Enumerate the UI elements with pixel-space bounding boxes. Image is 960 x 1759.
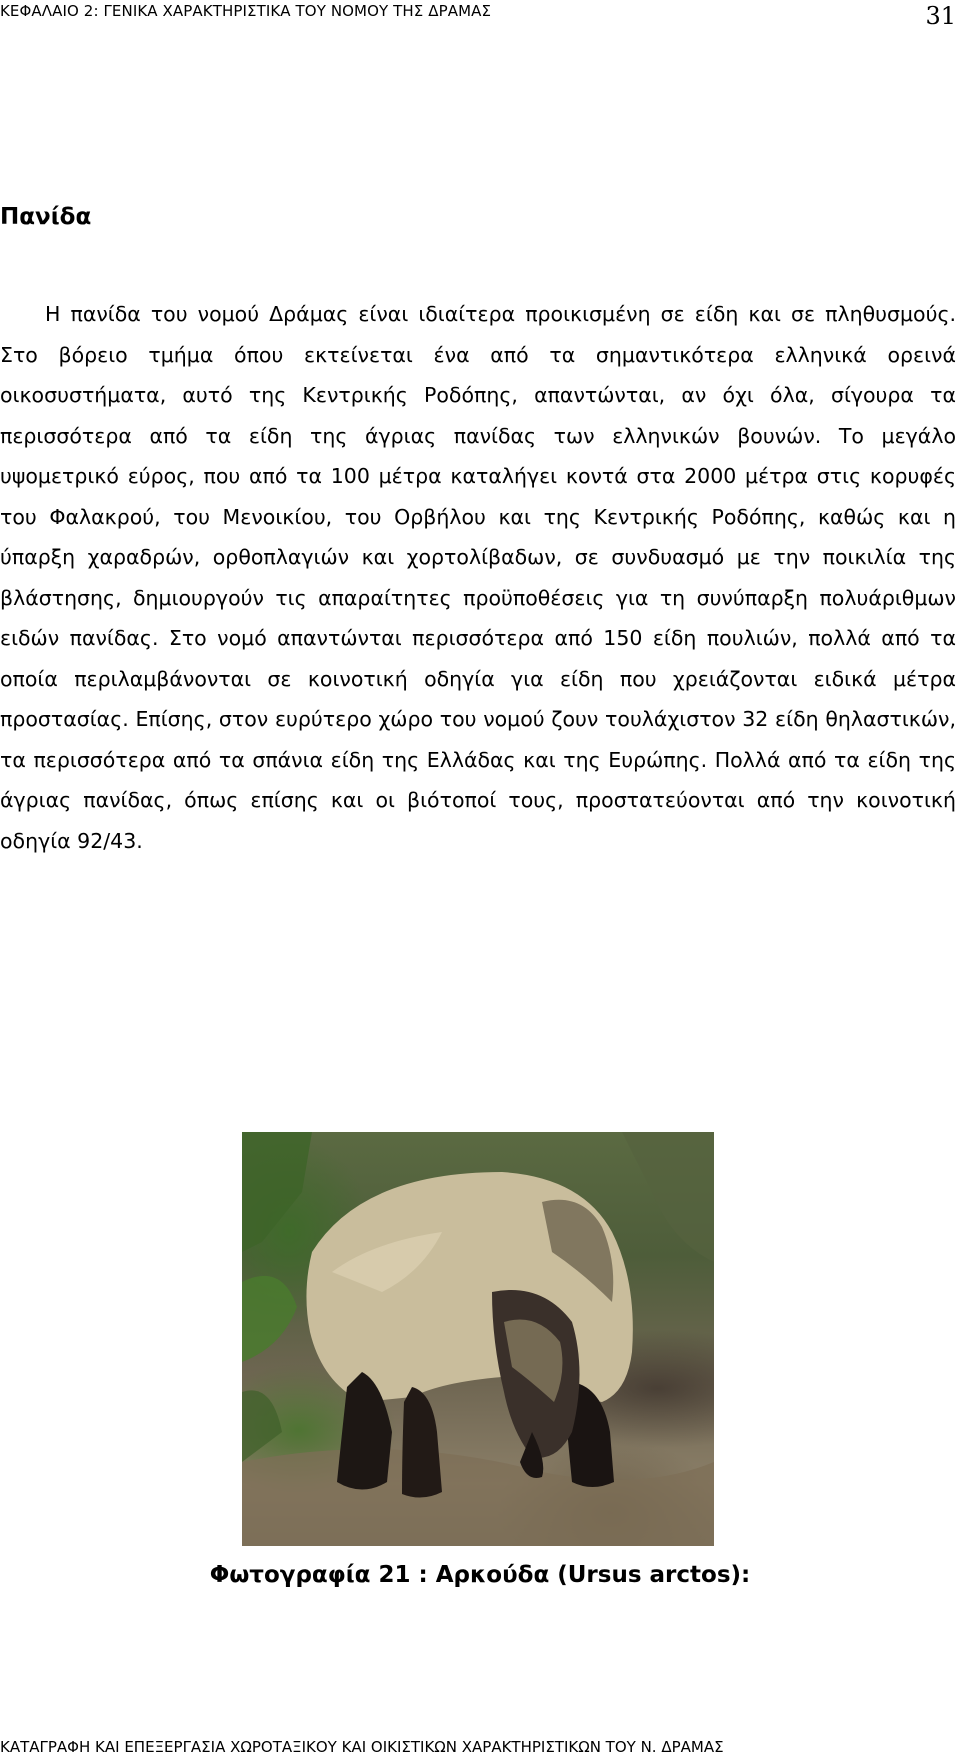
running-footer: ΚΑΤΑΓΡΑΦΗ ΚΑΙ ΕΠΕΞΕΡΓΑΣΙΑ ΧΩΡΟΤΑΞΙΚΟΥ ΚΑΙ ΟΙΚΙΣΤΙΚΩΝ ΧΑΡΑΚΤΗΡΙΣΤΙΚΩΝ ΤΟΥ Ν. ΔΡΑΜΑΣ [0, 1738, 724, 1756]
photo-caption: Φωτογραφία 21 : Αρκούδα (Ursus arctos): [209, 1562, 751, 1588]
body-paragraph: Η πανίδα του νομού Δράμας είναι ιδιαίτερα προικισμένη σε είδη και σε πληθυσμούς. Στο βόρειο τμήμα όπου εκτείνεται ένα από τα σημαντικότερα ελληνικά ορεινά οικοσυστήματα, αυτό της Κεντρικής Ροδόπης, απαντώνται, αν όχι όλα, σίγουρα τα περισσότερα από τα είδη της άγριας πανίδας των ελληνικών βουνών. Το μεγάλο υψομετρικό εύρος, που από τα 100 μέτρα καταλήγει κοντά στα 2000 μέτρα στις κορυφές του Φαλακρού, του Μενοικίου, του Ορβήλου και της Κεντρικής Ροδόπης, καθώς και η ύπαρξη χαραδρών, ορθοπλαγιών και χορτολίβαδων, σε συνδυασμό με την ποικιλία της βλάστησης, δημιουργούν τις απαραίτητες προϋποθέσεις για τη συνύπαρξη πολυάριθμων ειδών πανίδας. Στο νομό απαντώνται περισσότερα από 150 είδη πουλιών, πολλά από τα οποία περιλαμβάνονται σε κοινοτική οδηγία για είδη που χρειάζονται ειδικά μέτρα προστασίας. Επίσης, στον ευρύτερο χώρο του νομού ζουν τουλάχιστον 32 είδη θηλαστικών, τα περισσότερα από τα σπάνια είδη της Ελλάδας και της Ευρώπης. Πολλά από τα είδη της άγριας πανίδας, όπως επίσης και οι βιότοποί τους, προστατεύονται από την κοινοτική οδηγία 92/43. [0, 302, 956, 853]
ground [242, 1449, 714, 1546]
bear-illustration [242, 1132, 714, 1546]
running-header [0, 2, 960, 32]
chapter-title: ΚΕΦΑΛΑΙΟ 2: ΓΕΝΙΚΑ ΧΑΡΑΚΤΗΡΙΣΤΙΚΑ ΤΟΥ ΝΟΜΟΥ ΤΗΣ ΔΡΑΜΑΣ [0, 2, 492, 20]
section-heading: Πανίδα [0, 204, 92, 230]
page-number: 31 [925, 2, 956, 30]
bear-photo [242, 1132, 714, 1546]
bear [306, 1172, 632, 1498]
